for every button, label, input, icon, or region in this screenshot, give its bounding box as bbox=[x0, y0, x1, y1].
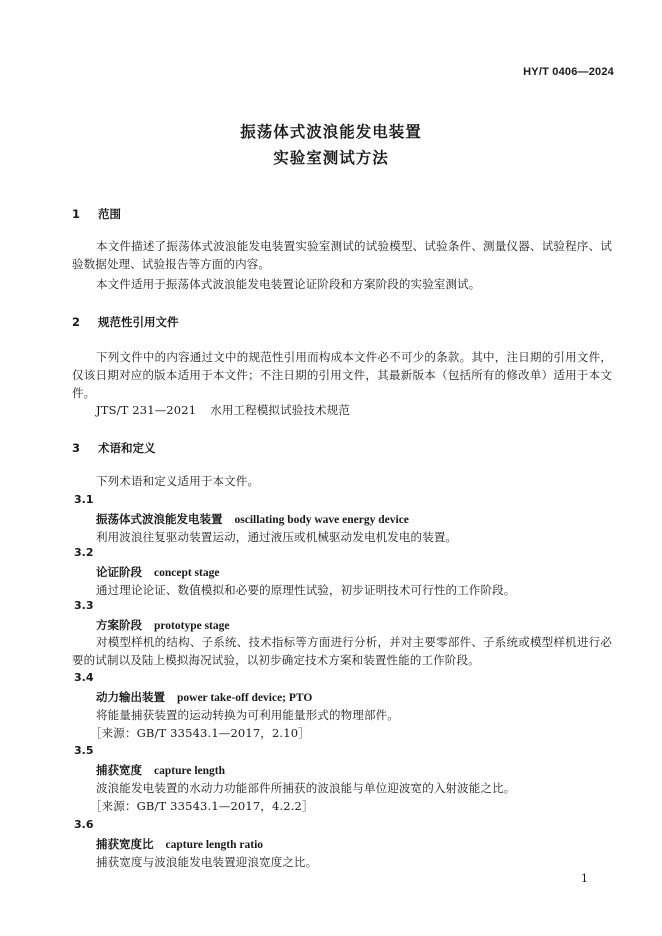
term-source: ［来源：GB/T 33543.1—2017，4.2.2］ bbox=[90, 799, 314, 813]
section-title: 术语和定义 bbox=[98, 441, 156, 455]
reference-title: 水用工程模拟试验技术规范 bbox=[210, 403, 350, 417]
term-definition: 捕获宽度与波浪能发电装置迎浪宽度之比。 bbox=[96, 855, 318, 869]
term-definition: 对模型样机的结构、子系统、技术指标等方面进行分析，并对主要零部件、子系统或模型样机进行必要的试制以及陆上模拟海况试验，以初步确定技术方案和装置性能的工作阶段。 bbox=[72, 635, 612, 667]
section-1-heading bbox=[72, 206, 121, 222]
page-number: 1 bbox=[581, 872, 588, 885]
section-3-heading bbox=[72, 440, 156, 456]
term-zh: 捕获宽度比 bbox=[96, 837, 154, 851]
term-zh: 捕获宽度 bbox=[96, 763, 142, 777]
term-definition: 将能量捕获装置的运动转换为可利用能量形式的物理部件。 bbox=[96, 708, 399, 722]
standard-code: HY/T 0406—2024 bbox=[523, 66, 614, 78]
normative-reference bbox=[96, 402, 350, 418]
section-3-intro: 下列术语和定义适用于本文件。 bbox=[96, 474, 260, 488]
section-number: 3 bbox=[72, 441, 81, 455]
section-1-paragraph-1: 本文件描述了振荡体式波浪能发电装置实验室测试的试验模型、试验条件、测量仪器、试验程序、试验数据处理、试验报告等方面的内容。 bbox=[72, 239, 612, 271]
term-number: 3.4 bbox=[74, 671, 94, 684]
term-en: capture length bbox=[154, 765, 226, 777]
term-number: 3.2 bbox=[74, 546, 94, 559]
term-number: 3.6 bbox=[74, 818, 94, 831]
term-heading bbox=[96, 511, 409, 527]
term-number: 3.5 bbox=[74, 744, 94, 757]
term-heading bbox=[96, 564, 219, 580]
section-number: 1 bbox=[72, 207, 81, 221]
term-heading bbox=[96, 836, 263, 852]
term-number: 3.3 bbox=[74, 599, 94, 612]
term-zh: 论证阶段 bbox=[96, 565, 142, 579]
term-en: prototype stage bbox=[154, 620, 230, 632]
section-2-paragraph: 下列文件中的内容通过文中的规范性引用而构成本文件必不可少的条款。其中，注日期的引用文件，仅该日期对应的版本适用于本文件；不注日期的引用文件，其最新版本（包括所有的修改单）适用于本文件。 bbox=[72, 350, 612, 400]
term-zh: 方案阶段 bbox=[96, 618, 142, 632]
term-zh: 动力输出装置 bbox=[96, 690, 165, 704]
term-en: oscillating body wave energy device bbox=[234, 514, 409, 526]
term-heading bbox=[96, 762, 225, 778]
section-1-paragraph-2: 本文件适用于振荡体式波浪能发电装置论证阶段和方案阶段的实验室测试。 bbox=[96, 277, 481, 291]
reference-code: JTS/T 231—2021 bbox=[96, 403, 197, 417]
term-zh: 振荡体式波浪能发电装置 bbox=[96, 512, 223, 526]
section-number: 2 bbox=[72, 315, 81, 329]
term-en: concept stage bbox=[154, 567, 220, 579]
term-number: 3.1 bbox=[74, 493, 94, 506]
doc-title-line2: 实验室测试方法 bbox=[273, 149, 389, 167]
term-definition: 利用波浪往复驱动装置运动，通过液压或机械驱动发电机发电的装置。 bbox=[96, 530, 458, 544]
section-title: 规范性引用文件 bbox=[98, 315, 179, 329]
term-definition: 通过理论论证、数值模拟和必要的原理性试验，初步证明技术可行性的工作阶段。 bbox=[96, 583, 516, 597]
section-2-heading bbox=[72, 314, 179, 330]
term-heading bbox=[96, 689, 312, 705]
term-definition: 波浪能发电装置的水动力功能部件所捕获的波浪能与单位迎波宽的入射波能之比。 bbox=[96, 781, 516, 795]
term-en: capture length ratio bbox=[165, 839, 264, 851]
term-heading bbox=[96, 617, 230, 633]
section-title: 范围 bbox=[98, 207, 121, 221]
doc-title-line1: 振荡体式波浪能发电装置 bbox=[240, 123, 422, 141]
term-en: power take-off device; PTO bbox=[177, 692, 313, 704]
term-source: ［来源：GB/T 33543.1—2017，2.10］ bbox=[90, 726, 310, 740]
